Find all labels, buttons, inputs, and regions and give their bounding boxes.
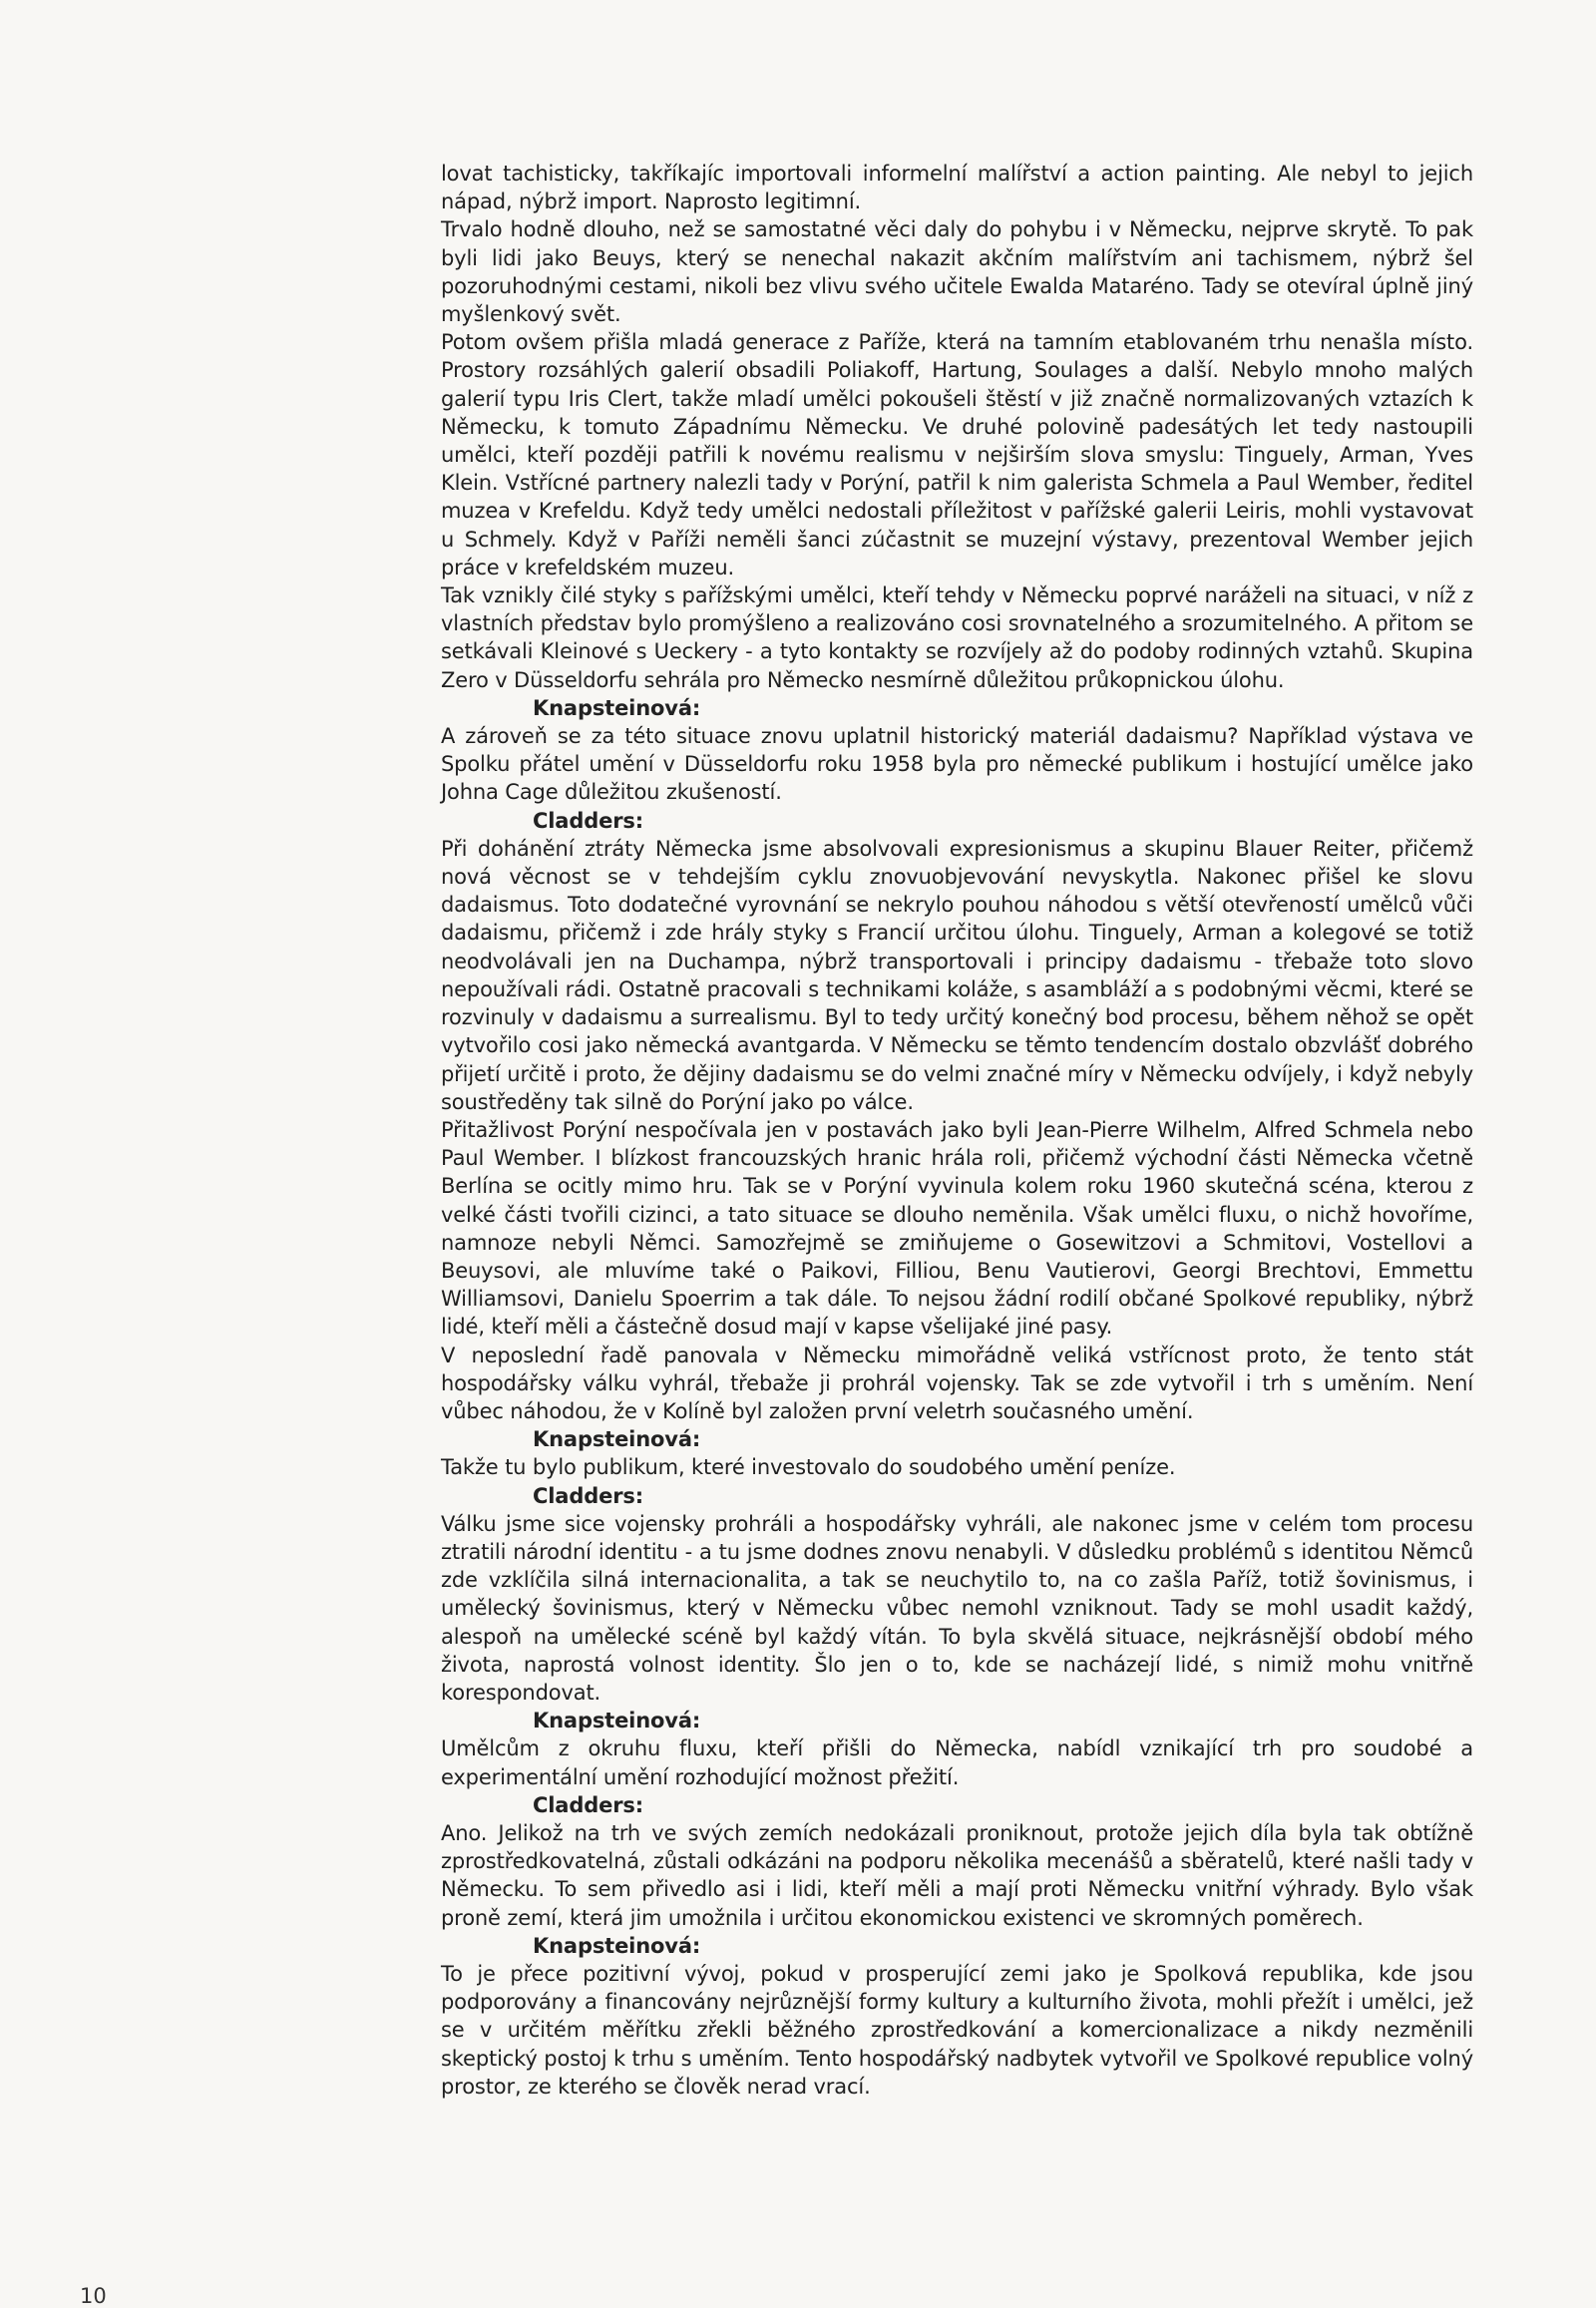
paragraph: Takže tu bylo publikum, které investovalo do soudobého umění peníze. [441, 1455, 1176, 1480]
interview-text [441, 160, 1473, 2101]
paragraph: A zároveň se za této situace znovu uplatnil historický materiál dadaismu? Například výstava ve Spolku přátel umění v Düsseldorfu roku 1958 byla pro německé publikum i hostující umělce jako Johna Cage důležitou zkušeností. [441, 724, 1473, 805]
speaker-label: Knapsteinová: [533, 1427, 701, 1452]
paragraph: Trvalo hodně dlouho, než se samostatné věci daly do pohybu i v Německu, nejprve skrytě. To pak byli lidi jako Beuys, který se nenechal nakazit akčním malířstvím ani tachismem, nýbrž šel pozoruhodnými cestami, nikoli bez vlivu svého učitele Ewalda Mataréno. Tady se otevíral úplně jiný myšlenkový svět. [441, 217, 1473, 327]
speaker-label: Knapsteinová: [533, 1709, 701, 1733]
paragraph: V neposlední řadě panovala v Německu mimořádně veliká vstřícnost proto, že tento stát hospodářsky válku vyhrál, třebaže ji prohrál vojensky. Tak se zde vytvořil i trh s uměním. Není vůbec náhodou, že v Kolíně byl založen první veletrh současného umění. [441, 1343, 1473, 1423]
speaker-label: Knapsteinová: [533, 695, 701, 720]
speaker-label: Knapsteinová: [533, 1933, 701, 1958]
paragraph: Umělcům z okruhu fluxu, kteří přišli do Německa, nabídl vznikající trh pro soudobé a experimentální umění rozhodující možnost přežití. [441, 1736, 1473, 1789]
paragraph: Přitažlivost Porýní nespočívala jen v postavách jako byli Jean-Pierre Wilhelm, Alfred Schmela nebo Paul Wember. I blízkost francouzských hranic hrála roli, přičemž východní části Německa včetně Berlína se ocitly mimo hru. Tak se v Porýní vyvinula kolem roku 1960 skutečná scéna, kterou z velké části tvořili cizinci, a tato situace se dlouho neměnila. Však umělci fluxu, o nichž hovoříme, namnoze nebyli Němci. Samozřejmě se zmiňujeme o Gosewitzovi a Schmitovi, Vostellovi a Beuysovi, ale mluvíme také o Paikovi, Filliou, Benu Vautierovi, Georgi Brechtovi, Emmettu Williamsovi, Danielu Spoerrim a tak dále. To nejsou žádní rodilí občané Spolkové republiky, nýbrž lidé, kteří měli a částečně dosud mají v kapse všelijaké jiné pasy. [441, 1117, 1473, 1340]
paragraph: Ano. Jelikož na trh ve svých zemích nedokázali proniknout, protože jejich díla byla tak obtížně zprostředkovatelná, zůstali odkázáni na podporu několika mecenášů a sběratelů, které našli tady v Německu. To sem přivedlo asi i lidi, kteří měli a mají proti Německu vnitřní výhrady. Bylo však proně zemí, která jim umožnila i určitou ekonomickou existenci ve skromných poměrech. [441, 1820, 1473, 1930]
paragraph: Válku jsme sice vojensky prohráli a hospodářsky vyhráli, ale nakonec jsme v celém tom procesu ztratili národní identitu - a tu jsme dodnes znovu nenabyli. V důsledku problémů s identitou Němců zde vzklíčila silná internacionalita, a tak se neuchytilo to, na co zašla Paříž, totiž šovinismus, i umělecký šovinismus, který v Německu vůbec nemohl vzniknout. Tady se mohl usadit každý, alespoň na umělecké scéně byl každý vítán. To byla skvělá situace, nejkrásnější období mého života, naprostá volnost identity. Šlo jen o to, kde se nacházejí lidé, s nimiž mohu vnitřně korespondovat. [441, 1511, 1473, 1705]
paragraph: To je přece pozitivní vývoj, pokud v prosperující zemi jako je Spolková republika, kde jsou podporovány a financovány nejrůznější formy kultury a kulturního života, mohli přežít i umělci, jež se v určitém měřítku zřekli běžného zprostředkování a komercionalizace a nikdy nezměnili skeptický postoj k trhu s uměním. Tento hospodářský nadbytek vytvořil ve Spolkové republice volný prostor, ze kterého se člověk nerad vrací. [441, 1962, 1473, 2099]
paragraph: Tak vznikly čilé styky s pařížskými umělci, kteří tehdy v Německu poprvé naráželi na situaci, v níž z vlastních představ bylo promýšleno a realizováno cosi srovnatelného a srozumitelného. A přitom se setkávali Kleinové s Ueckery - a tyto kontakty se rozvíjely až do podoby rodinných vztahů. Skupina Zero v Düsseldorfu sehrála pro Německo nesmírně důležitou průkopnickou úlohu. [441, 583, 1473, 692]
page-number: 10 [80, 2284, 107, 2308]
speaker-label: Cladders: [533, 1483, 643, 1508]
paragraph: lovat tachisticky, takříkajíc importovali informelní malířství a action painting. Ale nebyl to jejich nápad, nýbrž import. Naprosto legitimní. [441, 162, 1473, 214]
speaker-label: Cladders: [533, 808, 643, 833]
paragraph: Potom ovšem přišla mladá generace z Paříže, která na tamním etablovaném trhu nenašla místo. Prostory rozsáhlých galerií obsadili Poliakoff, Hartung, Soulages a další. Nebylo mnoho malých galerií typu Iris Clert, takže mladí umělci pokoušeli štěstí v již značně normalizovaných vztazích k Německu, k tomuto Západnímu Německu. Ve druhé polovině padesátých let tedy nastoupili umělci, kteří později patřili k novému realismu v nejširším slova smyslu: Tinguely, Arman, Yves Klein. Vstřícné partnery nalezli tady v Porýní, patřil k nim galerista Schmela a Paul Wember, ředitel muzea v Krefeldu. Když tedy umělci nedostali příležitost v pařížské galerii Leiris, mohli vystavovat u Schmely. Když v Paříži neměli šanci zúčastnit se muzejní výstavy, prezentoval Wember jejich práce v krefeldském muzeu. [441, 330, 1473, 579]
speaker-label: Cladders: [533, 1792, 643, 1817]
paragraph: Při dohánění ztráty Německa jsme absolvovali expresionismus a skupinu Blauer Reiter, přičemž nová věcnost se v tehdejším cyklu znovuobjevování nevyskytla. Nakonec přišel ke slovu dadaismus. Toto dodatečné vyrovnání se nekrylo pouhou náhodou s větší otevřeností umělců vůči dadaismu, přičemž i zde hrály styky s Francií určitou úlohu. Tinguely, Arman a kolegové se totiž neodvolávali jen na Duchampa, nýbrž transportovali i principy dadaismu - třebaže toto slovo nepoužívali rádi. Ostatně pracovali s technikami koláže, s asambláží a s podobnými věcmi, které se rozvinuly v dadaismu a surrealismu. Byl to tedy určitý konečný bod procesu, během něhož se opět vytvořilo cosi jako německá avantgarda. V Německu se těmto tendencím dostalo obzvlášť dobrého přijetí určitě i proto, že dějiny dadaismu se do velmi značné míry v Německu odvíjely, i když nebyly soustředěny tak silně do Porýní jako po válce. [441, 836, 1473, 1114]
